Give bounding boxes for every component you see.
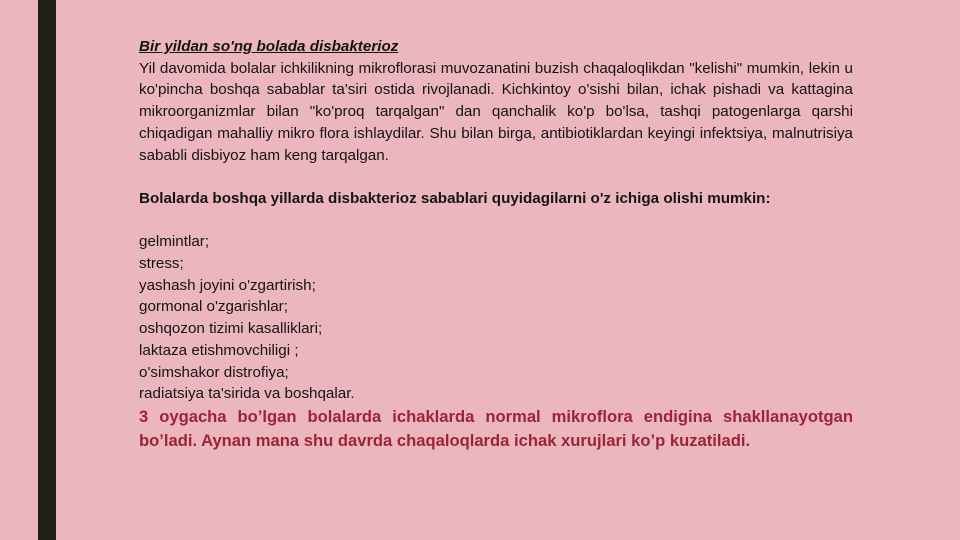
list-item: oshqozon tizimi kasalliklari; — [139, 320, 323, 338]
highlight-note: 3 oygacha bo’lgan bolalarda ichaklarda normal mikroflora endigina shakllanayotgan bo’ladi. Aynan mana shu davrda chaqaloqlarda ichak xurujlari ko’p kuzatiladi. — [139, 406, 853, 451]
causes-list — [139, 231, 853, 405]
list-item: stress; — [139, 255, 184, 272]
list-item: radiatsiya ta'sirida va boshqalar. — [139, 385, 355, 403]
slide-heading: Bir yildan so'ng bolada disbakterioz — [139, 38, 399, 55]
causes-subheading: Bolalarda boshqa yillarda disbakterioz sabablari quyidagilarni o'z ichiga olishi mumkin: — [139, 189, 771, 207]
spacer — [139, 166, 853, 188]
intro-paragraph: Yil davomida bolalar ichkilikning mikroflorasi muvozanatini buzish chaqaloqlikdan "kelishi" mumkin, lekin u ko'pincha boshqa sabablar ta'siri ostida rivojlanadi. Kichkintoy o'sishi bilan, ichak pishadi va kattagina mikroorganizmlar bilan "ko'proq tarqalgan" dan qanchalik ko'p bo'lsa, tashqi patogenlarga qarshi chiqadigan mahalliy mikro flora ishlaydilar. Shu bilan birga, antibiotiklardan keyingi infektsiya, malnutrisiya sababli disbiyoz ham keng tarqalgan. — [139, 59, 853, 164]
list-item: yashash joyini o'zgartirish; — [139, 276, 316, 294]
list-item: gormonal o'zgarishlar; — [139, 298, 288, 316]
side-accent-bar — [38, 0, 56, 540]
list-item: laktaza etishmovchiligi ; — [139, 341, 299, 359]
list-item: gelmintlar; — [139, 233, 210, 251]
slide-content — [139, 36, 853, 454]
spacer — [139, 210, 853, 232]
list-item: o'simshakor distrofiya; — [139, 363, 289, 381]
